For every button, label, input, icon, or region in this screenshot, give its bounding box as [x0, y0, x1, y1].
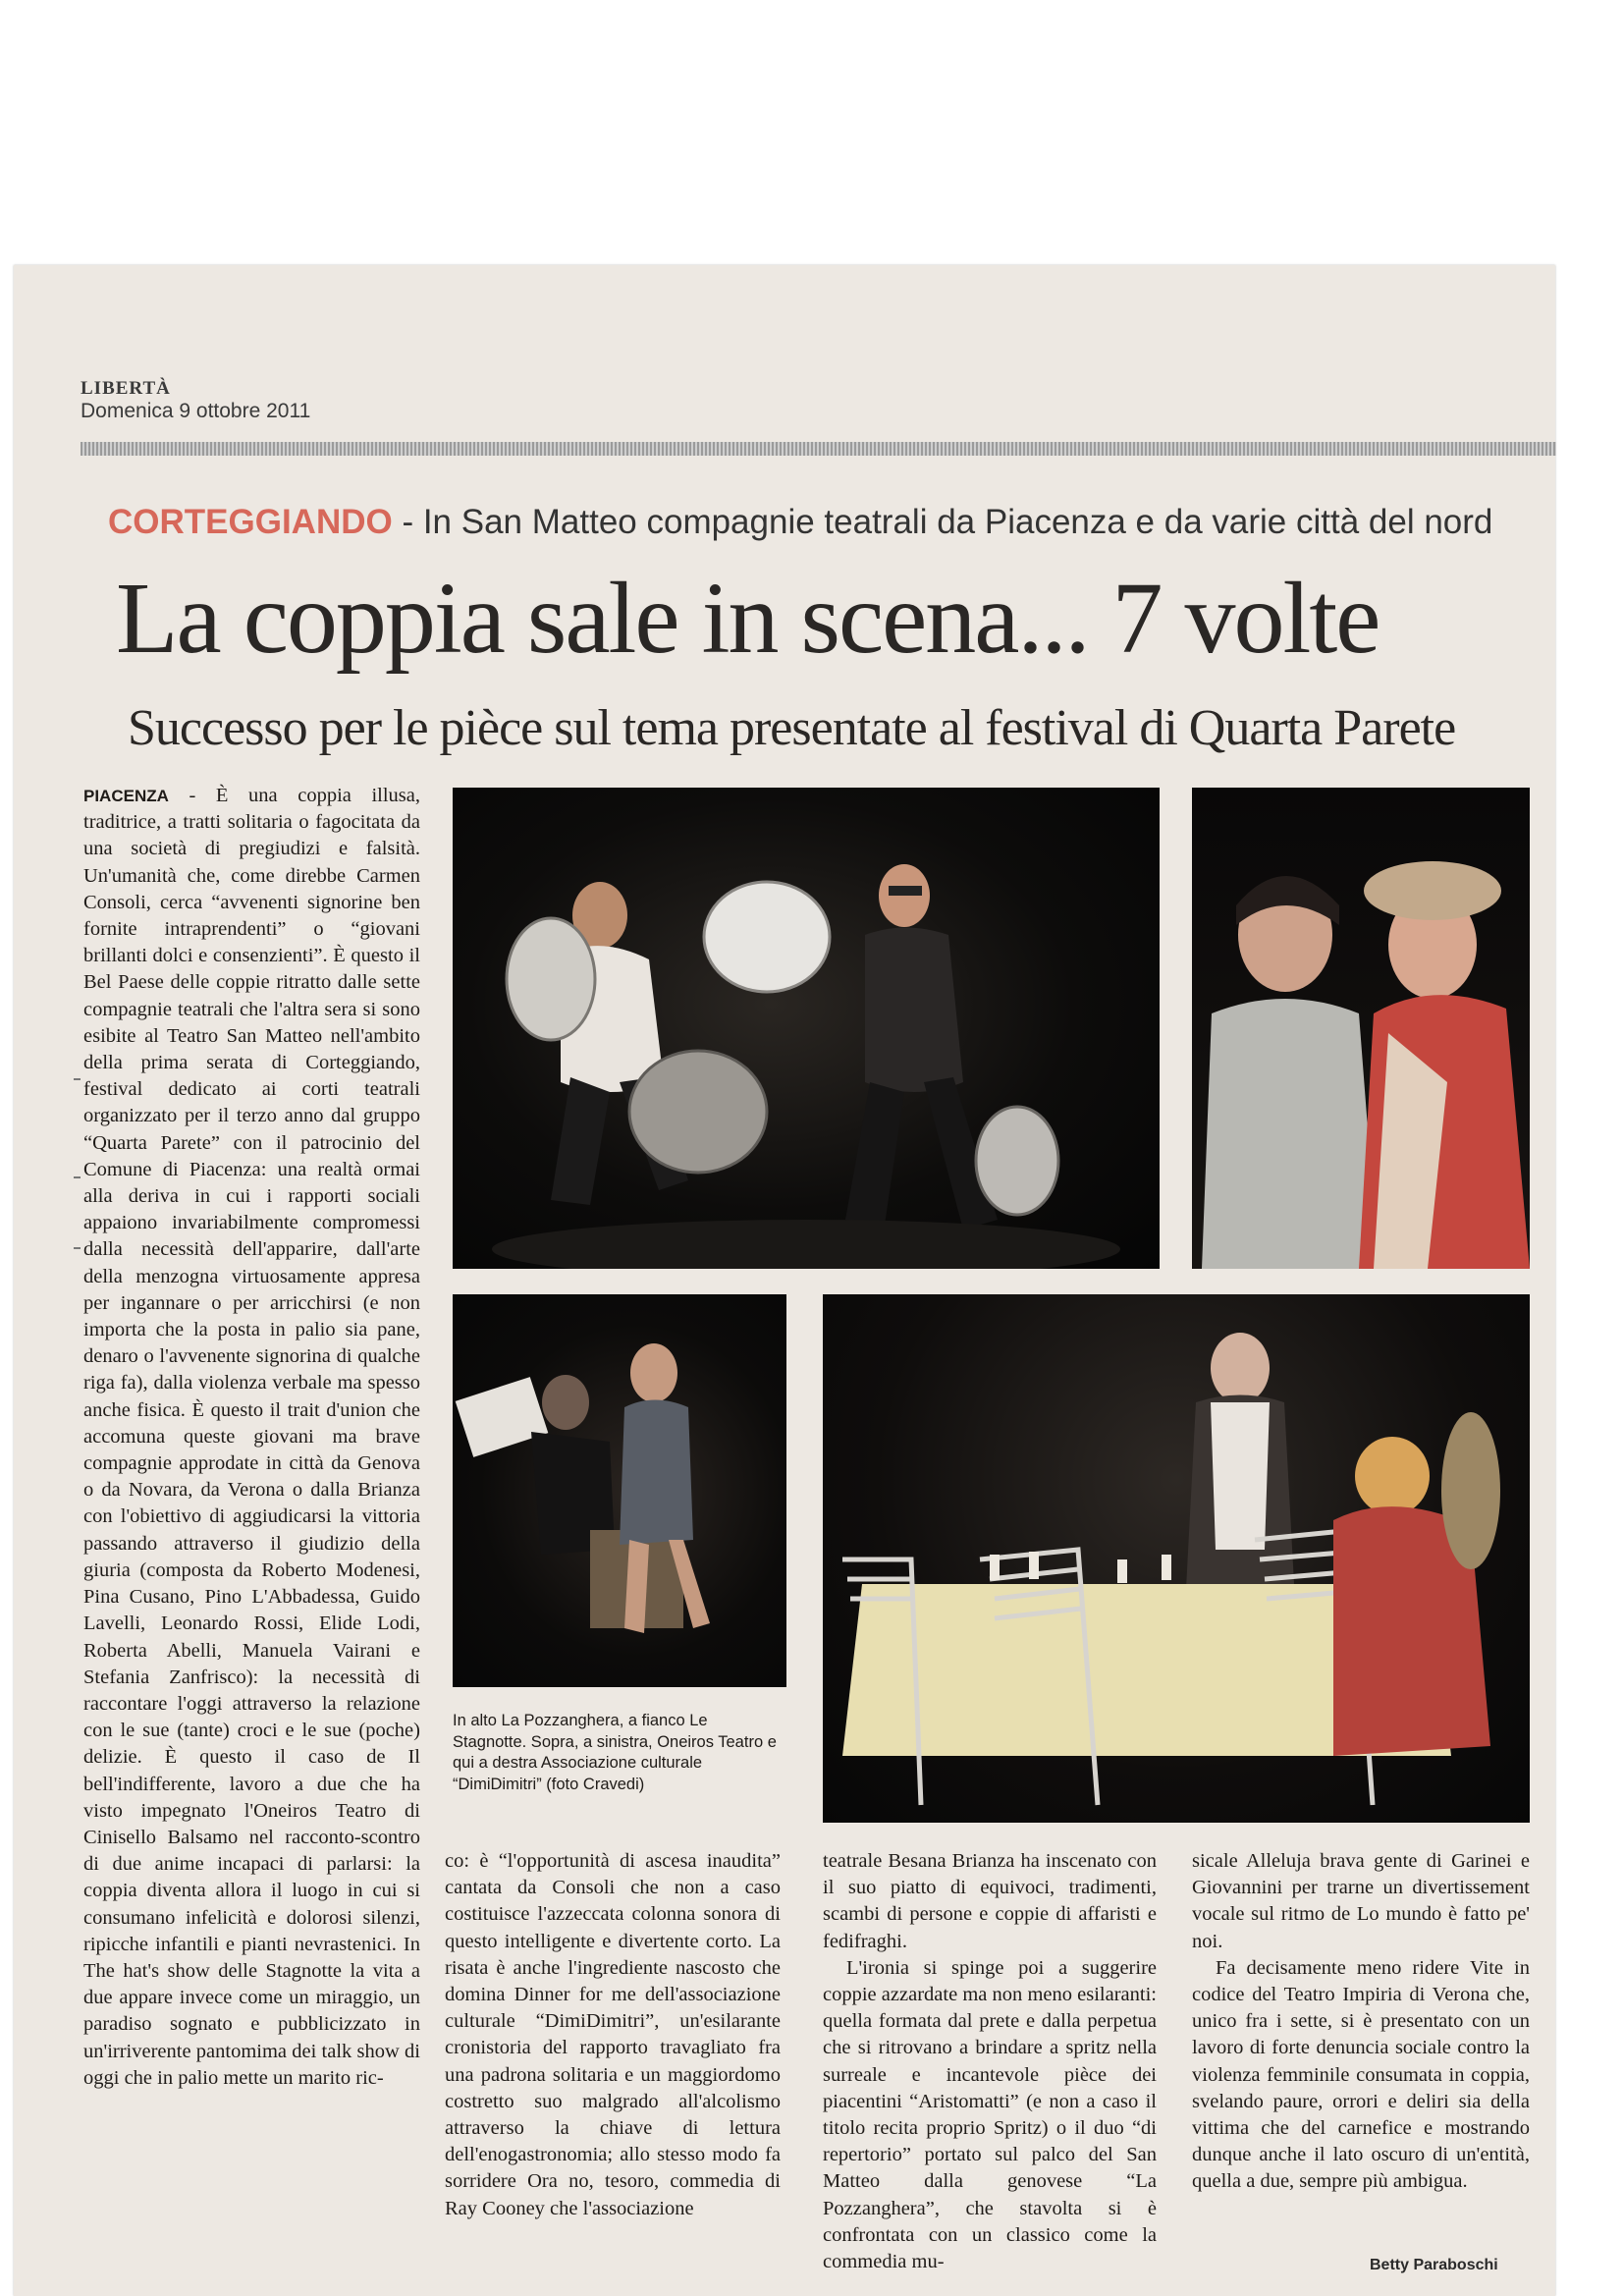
column-4-paragraph-2: Fa decisamente meno ridere Vite in codice del Teatro Impiria di Verona che, unico fra i sette, si è presentato con un lavoro di forte denuncia sociale contro la violenza femminile consumata in coppia, svelando paure, orrori e deliri sia della vittima che del carnefice e mostrando dunque anche il lato oscuro di un'entità, quella a due, sempre più ambigua.	[1192, 1956, 1530, 2193]
binder-mark	[74, 1078, 81, 1080]
photo-oneiros-teatro	[453, 1294, 786, 1687]
article-column-1	[83, 783, 420, 2092]
byline: Betty Paraboschi	[1370, 2257, 1498, 2273]
article-column-3	[823, 1848, 1157, 2275]
photo-dimidimitri	[823, 1294, 1530, 1823]
photo-caption: In alto La Pozzanghera, a fianco Le Stagnotte. Sopra, a sinistra, Oneiros Teatro e qui a destra Associazione culturale “DimiDimitri” (foto Cravedi)	[453, 1712, 777, 1793]
binder-mark	[74, 1247, 81, 1249]
photo-la-pozzanghera	[453, 788, 1160, 1269]
newspaper-name: LIBERTÀ	[81, 378, 171, 399]
subheadline: Successo per le pièce sul tema presentate al festival di Quarta Parete	[128, 700, 1456, 756]
column-1-text: - È una coppia illusa, traditrice, a tratti solitaria o fagocitata da una società di pregiudizi e falsità. Un'umanità che, come direbbe Carmen Consoli, cerca “avvenenti signorine ben fornite intraprendenti” o “giovani brillanti dolci e consenzienti”. È questo il Bel Paese delle coppie ritratto dalle sette compagnie teatrali che l'altra sera si sono esibite al Teatro San Matteo nell'ambito della prima serata di Corteggiando, festival dedicato ai corti teatrali organizzato per il terzo anno dal gruppo “Quarta Parete” con il patrocinio del Comune di Piacenza: una realtà ormai alla deriva in cui i rapporti sociali appaiono invariabilmente compromessi dalla necessità dell'apparire, dall'arte della menzogna virtuosamente appresa per ingannare o per arricchirsi (e non importa che la posta in palio sia pane, denaro o l'avvenente signorina di qualche riga fa), dalla violenza verbale ma spesso anche fisica. È questo il trait d'union che accomuna queste giovani ma brave compagnie approdate in città da Genova o da Novara, da Verona o dalla Brianza con l'obiettivo di aggiudicarsi la vittoria passando attraverso il giudizio della giuria (composta da Roberto Modenesi, Pina Cusano, Pino L'Abbadessa, Guido Lavelli, Leonardo Rossi, Elide Lodi, Roberta Abelli, Manuela Vairani e Stefania Zanfrisco): la necessità di raccontare l'oggi attraverso la relazione con le sue (tante) croci e le sue (poche) delizie. È questo il caso de Il bell'indifferente, lavoro a due che ha visto impegnato l'Oneiros Teatro di Cinisello Balsamo nel racconto-scontro di due anime incapaci di parlarsi: la coppia diventa allora il luogo in cui si consumano infelicità e dolorosi silenzi, ripicche infantili e pianti nevrastenici. In The hat's show delle Stagnotte la vita a due appare invece come un miraggio, un paradiso sognato e pubblicizzato in un'irriverente pantomima dei talk show di oggi che in palio mette un marito ric-	[83, 785, 420, 2089]
kicker-tag: CORTEGGIANDO	[108, 503, 393, 541]
photo-le-stagnotte	[1192, 788, 1530, 1269]
column-2-text: co: è “l'opportunità di ascesa inaudita” cantata da Consoli che non a caso costituisce l'azzeccata colonna sonora di questo intelligente e divertente corto. La risata è anche l'ingrediente nascosto che domina Dinner for me dell'associazione culturale “DimiDimitri”, un'esilarante cronistoria del rapporto travagliato fra una padrona solitaria e un maggiordomo costretto suo malgrado all'alcolismo attraverso la chiave di lettura dell'enogastronomia; allo stesso modo fa sorridere Ora no, tesoro, commedia di Ray Cooney che l'associazione	[445, 1850, 781, 2219]
kicker	[108, 503, 1492, 542]
header-rule	[81, 442, 1556, 456]
stage-scene-illustration	[823, 1294, 1530, 1823]
dateline: PIACENZA	[83, 787, 169, 805]
headline: La coppia sale in scena... 7 volte	[116, 562, 1380, 675]
kicker-text: - In San Matteo compagnie teatrali da Piacenza e da varie città del nord	[392, 503, 1493, 541]
column-3-paragraph-1: teatrale Besana Brianza ha inscenato con il suo piatto di equivoci, tradimenti, scambi di persone e coppie di affaristi e fedifraghi.	[823, 1850, 1157, 1952]
stage-scene-illustration	[453, 1294, 786, 1687]
article-column-2	[445, 1848, 781, 2222]
stage-scene-illustration	[453, 788, 1160, 1269]
article-column-4	[1192, 1848, 1530, 2196]
column-4-paragraph-1: sicale Alleluja brava gente di Garinei e Giovannini per trarne un divertissement vocale sul ritmo de Lo mundo è fatto pe' noi.	[1192, 1850, 1530, 1952]
stage-scene-illustration	[1192, 788, 1530, 1269]
issue-date: Domenica 9 ottobre 2011	[81, 400, 311, 422]
binder-mark	[74, 1176, 81, 1178]
column-3-paragraph-2: L'ironia si spinge poi a suggerire coppie azzardate ma non meno esilaranti: quella formata dal prete e dalla perpetua che si ritrovano a brindare a spritz nella surreale e incantevole pièce dei piacentini “Aristomatti” (e non a caso il titolo recita proprio Spritz) o il duo “di repertorio” portato sul palco del San Matteo dalla genovese “La Pozzanghera”, che stavolta si è confrontata con un classico come la commedia mu-	[823, 1956, 1157, 2273]
